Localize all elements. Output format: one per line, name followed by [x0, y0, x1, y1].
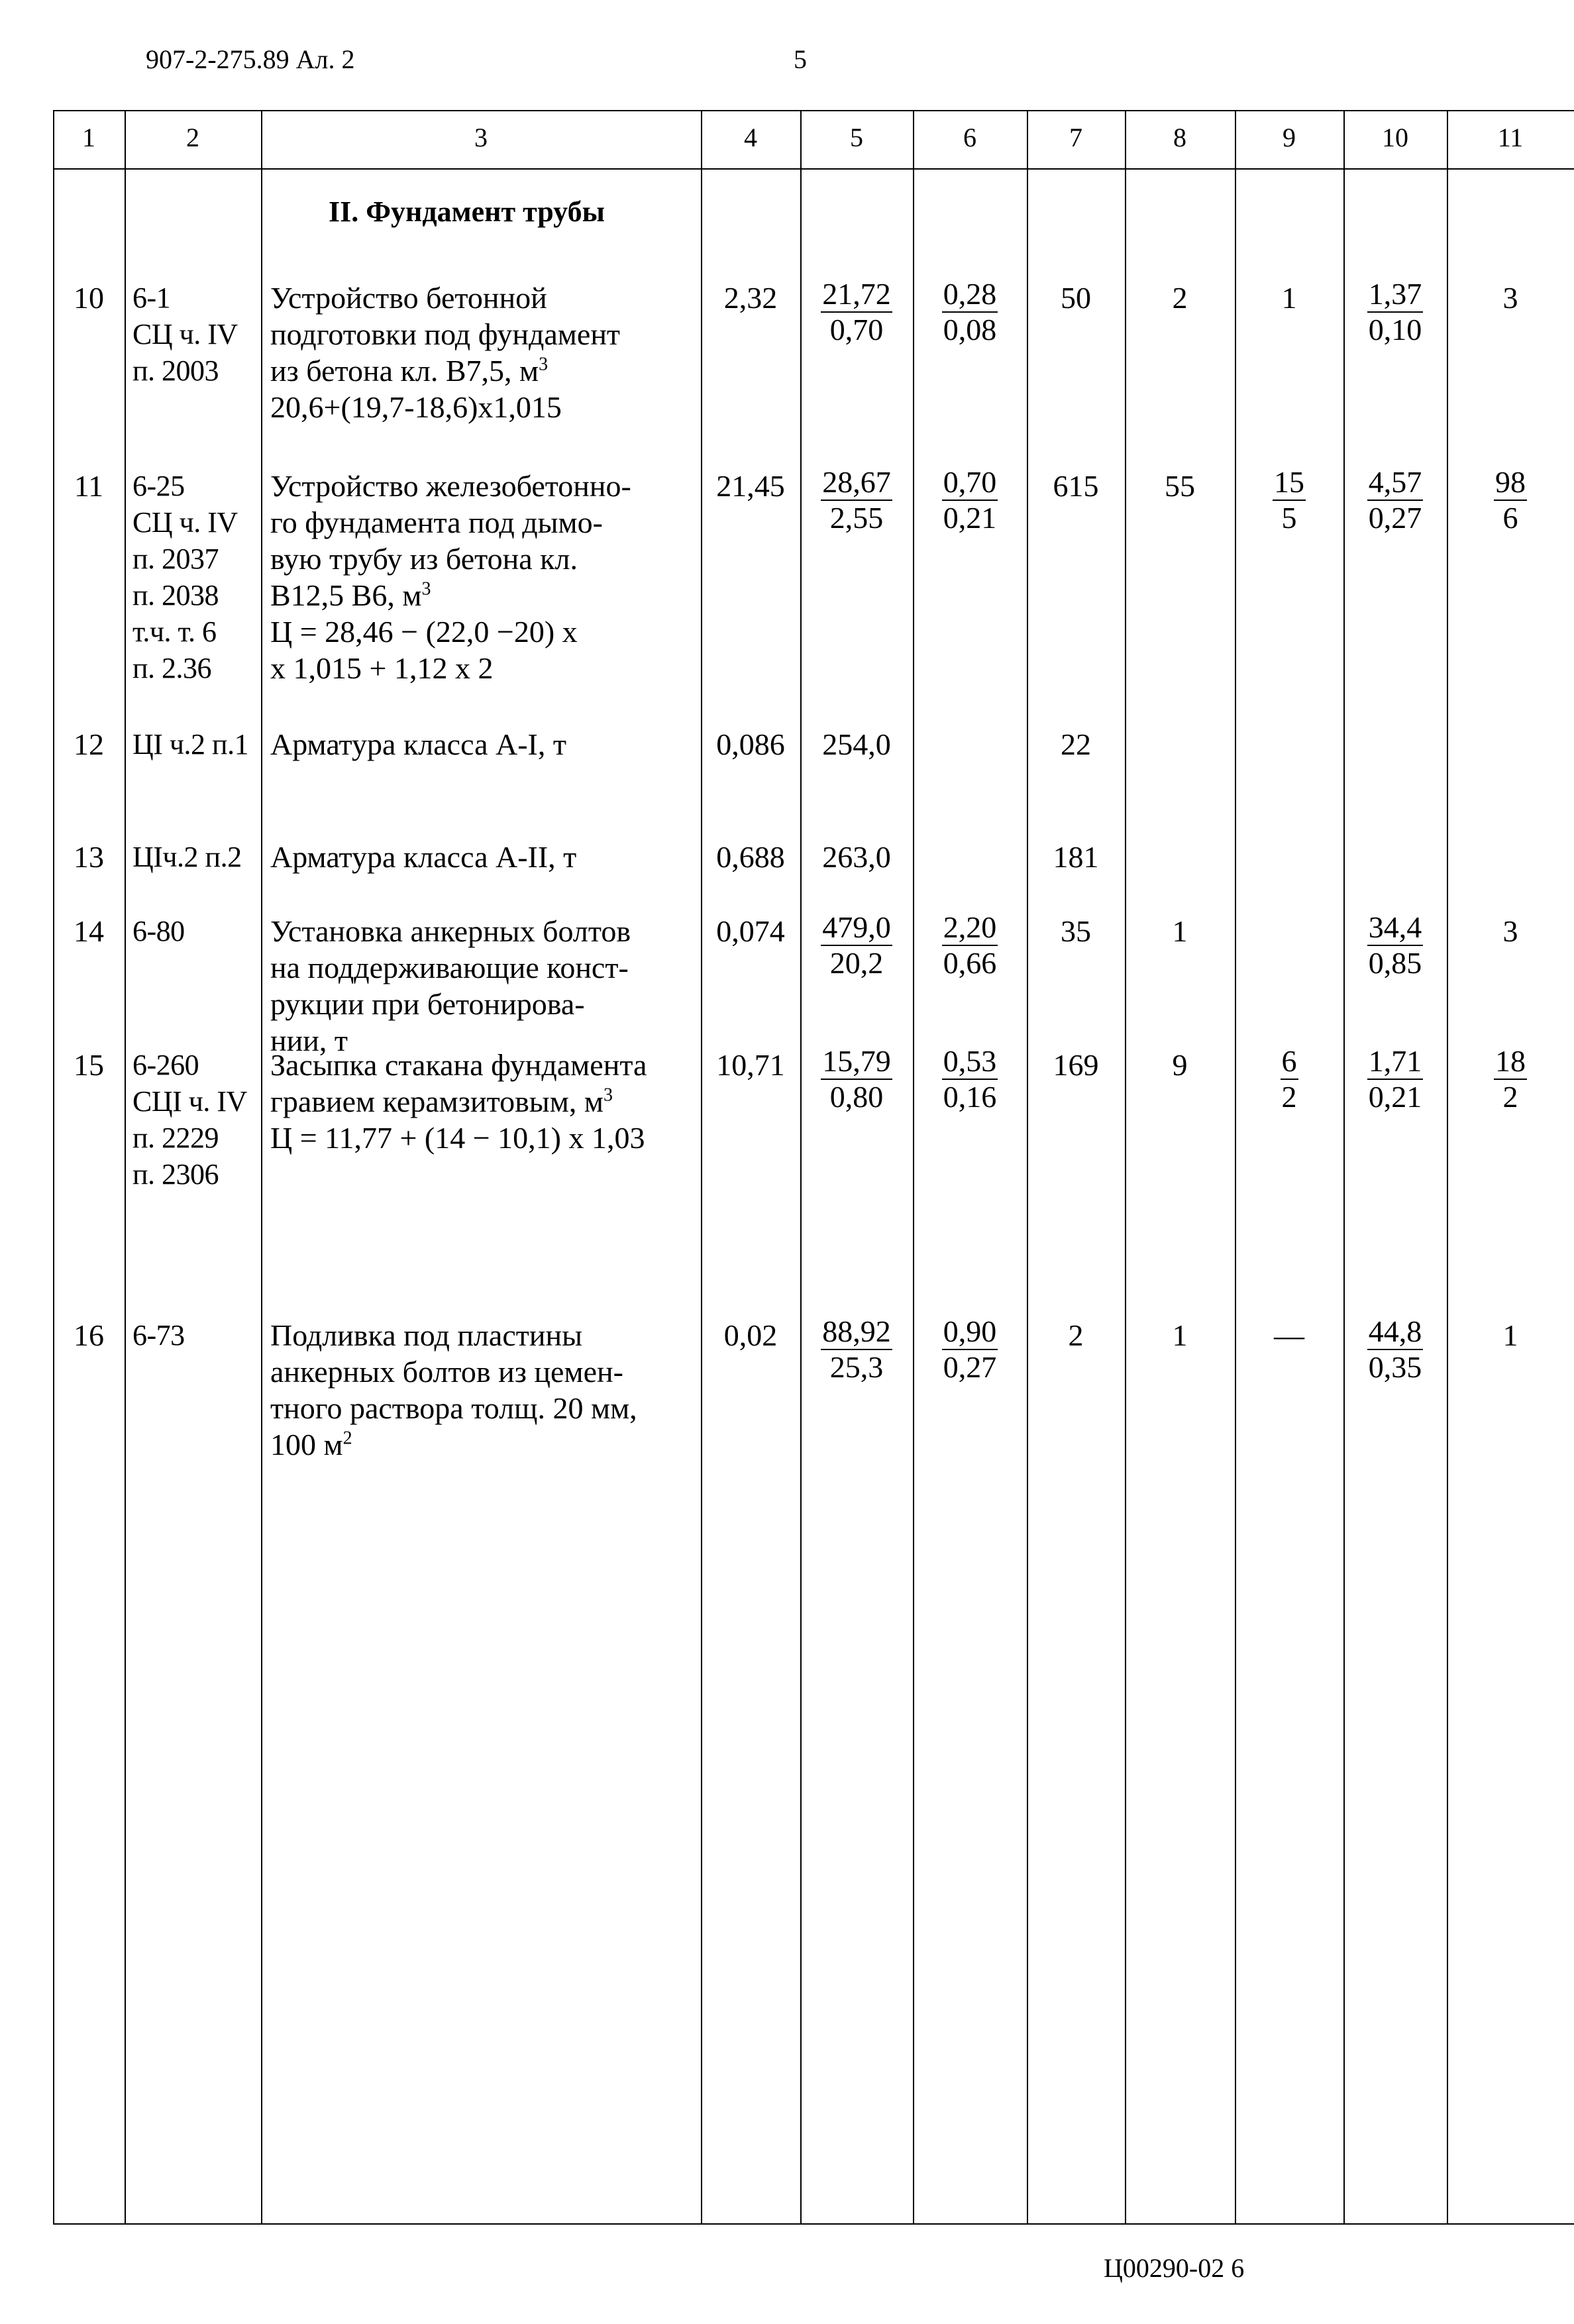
row-description [270, 913, 697, 1059]
fraction-cell [913, 1314, 1027, 1385]
description-text: Устройство бетонной подготовки под фундамент из бетона кл. В7,5, м [270, 281, 621, 388]
rate-code: 6-73 [132, 1319, 185, 1351]
fraction-denominator: 0,27 [1368, 501, 1422, 535]
header-divider [53, 168, 1574, 170]
fraction-denominator: 0,10 [1368, 313, 1422, 346]
fraction-numerator: 98 [1494, 465, 1527, 501]
description-text: Устройство железобетонно- го фундамента под дымо- вую трубу из бетона кл. В12,5 В6, м [270, 469, 631, 612]
page-number: 5 [794, 44, 807, 74]
fraction-cell [800, 277, 913, 347]
value-cell: 9 [1172, 1048, 1188, 1082]
fraction-numerator: 479,0 [821, 910, 892, 946]
fraction-denominator: 0,27 [943, 1350, 997, 1384]
fraction-cell [800, 1044, 913, 1114]
value-cell: 21,45 [716, 469, 785, 503]
column-header: 3 [474, 123, 488, 152]
column-divider [125, 110, 126, 2223]
fraction-numerator: 1,71 [1367, 1044, 1424, 1080]
fraction-denominator: 0,85 [1368, 946, 1422, 980]
rate-code: 6-1 СЦ ч. IV п. 2003 [132, 282, 238, 387]
description-formula: Ц = 28,46 − (22,0 −20) х х 1,015 + 1,12 х 2 [270, 615, 578, 685]
fraction-cell [800, 1314, 913, 1385]
unit-superscript: 3 [603, 1084, 613, 1106]
fraction-denominator: 0,21 [943, 501, 997, 535]
document-code: 907-2-275.89 Ал. 2 [146, 44, 355, 74]
fraction-denominator: 20,2 [829, 946, 884, 980]
footer-code: Ц00290-02 6 [1104, 2253, 1245, 2283]
value-cell: 1 [1502, 1318, 1518, 1352]
row-description [270, 1317, 697, 1463]
row-number: 14 [74, 914, 104, 948]
table-border [53, 110, 1574, 2225]
value-cell: 0,074 [716, 914, 785, 948]
description-formula: Ц = 11,77 + (14 − 10,1) х 1,03 [270, 1121, 645, 1155]
fraction-cell [1235, 465, 1343, 535]
fraction-denominator: 2,55 [829, 501, 884, 535]
column-divider [1027, 110, 1028, 2223]
column-divider [701, 110, 702, 2223]
rate-code: 6-80 [132, 915, 185, 947]
column-divider [1235, 110, 1236, 2223]
fraction-cell [1343, 277, 1447, 347]
fraction-numerator: 88,92 [821, 1314, 892, 1350]
fraction-denominator: 25,3 [829, 1350, 884, 1384]
description-text: Арматура класса А-I, т [270, 727, 566, 761]
fraction-cell [913, 465, 1027, 535]
column-divider [1343, 110, 1345, 2223]
value-cell: 263,0 [822, 840, 891, 874]
fraction-numerator: 4,57 [1367, 465, 1424, 501]
value-cell: 3 [1502, 914, 1518, 948]
value-cell: — [1274, 1318, 1304, 1352]
row-description [270, 468, 697, 686]
fraction-numerator: 21,72 [821, 277, 892, 313]
fraction-denominator: 6 [1502, 501, 1518, 535]
column-header: 9 [1283, 123, 1296, 152]
fraction-denominator: 0,16 [943, 1080, 997, 1114]
column-divider [1125, 110, 1126, 2223]
value-cell: 0,688 [716, 840, 785, 874]
value-cell: 615 [1053, 469, 1099, 503]
fraction-cell [1447, 465, 1574, 535]
row-number: 15 [74, 1048, 104, 1082]
fraction-denominator: 0,21 [1368, 1080, 1422, 1114]
fraction-numerator: 0,28 [942, 277, 998, 313]
estimate-table [53, 110, 1574, 2223]
fraction-cell [800, 910, 913, 980]
fraction-numerator: 6 [1281, 1044, 1298, 1080]
value-cell: 35 [1061, 914, 1091, 948]
fraction-denominator: 0,35 [1368, 1350, 1422, 1384]
fraction-numerator: 18 [1494, 1044, 1527, 1080]
value-cell: 1 [1172, 914, 1188, 948]
column-divider [261, 110, 262, 2223]
fraction-numerator: 1,37 [1367, 277, 1424, 313]
fraction-cell [1343, 1314, 1447, 1385]
row-number: 13 [74, 840, 104, 874]
value-cell: 1 [1281, 281, 1297, 315]
value-cell: 0,086 [716, 727, 785, 761]
row-description [270, 280, 697, 425]
value-cell: 181 [1053, 840, 1099, 874]
fraction-numerator: 15 [1273, 465, 1306, 501]
value-cell: 2 [1172, 281, 1188, 315]
fraction-denominator: 0,70 [829, 313, 884, 346]
rate-code: ЦIч.2 п.2 [132, 841, 242, 873]
fraction-numerator: 15,79 [821, 1044, 892, 1080]
fraction-numerator: 2,20 [942, 910, 998, 946]
row-number: 16 [74, 1318, 104, 1352]
unit-superscript: 3 [421, 578, 431, 600]
row-number: 11 [74, 469, 104, 503]
fraction-cell [1343, 465, 1447, 535]
column-header: 8 [1173, 123, 1186, 152]
value-cell: 10,71 [716, 1048, 785, 1082]
fraction-numerator: 34,4 [1367, 910, 1424, 946]
description-text: Установка анкерных болтов на поддерживающие конст- рукции при бетонирова- нии, т [270, 914, 631, 1057]
fraction-denominator: 2 [1281, 1080, 1297, 1114]
description-formula: 20,6+(19,7-18,6)х1,015 [270, 390, 562, 424]
rate-code: 6-25 СЦ ч. IV п. 2037 п. 2038 т.ч. т. 6 п. 2.36 [132, 470, 238, 684]
column-header: 6 [963, 123, 976, 152]
fraction-denominator: 0,08 [943, 313, 997, 346]
column-header: 11 [1497, 123, 1524, 152]
fraction-denominator: 0,80 [829, 1080, 884, 1114]
row-number: 10 [74, 281, 104, 315]
fraction-cell [1235, 1044, 1343, 1114]
fraction-denominator: 2 [1502, 1080, 1518, 1114]
description-text: Подливка под пластины анкерных болтов из цемен- тного раствора толщ. 20 мм, 100 м [270, 1318, 637, 1461]
column-header: 7 [1069, 123, 1082, 152]
column-header: 5 [850, 123, 863, 152]
value-cell: 50 [1061, 281, 1091, 315]
fraction-cell [913, 1044, 1027, 1114]
value-cell: 2 [1068, 1318, 1084, 1352]
unit-superscript: 2 [342, 1428, 352, 1449]
column-header: 4 [744, 123, 757, 152]
fraction-denominator: 0,66 [943, 946, 997, 980]
column-header: 1 [82, 123, 95, 152]
row-description [270, 1047, 697, 1156]
column-header: 10 [1382, 123, 1408, 152]
rate-code: ЦI ч.2 п.1 [132, 728, 249, 761]
value-cell: 0,02 [723, 1318, 778, 1352]
value-cell: 1 [1172, 1318, 1188, 1352]
fraction-cell [913, 277, 1027, 347]
row-description [270, 839, 697, 875]
description-text: Арматура класса А-II, т [270, 840, 577, 874]
column-divider [913, 110, 914, 2223]
column-divider [800, 110, 802, 2223]
value-cell: 22 [1061, 727, 1091, 761]
column-divider [1447, 110, 1448, 2223]
column-header: 2 [186, 123, 199, 152]
value-cell: 254,0 [822, 727, 891, 761]
value-cell: 55 [1165, 469, 1195, 503]
fraction-cell [1343, 1044, 1447, 1114]
fraction-numerator: 0,53 [942, 1044, 998, 1080]
value-cell: 2,32 [723, 281, 778, 315]
fraction-denominator: 5 [1281, 501, 1297, 535]
rate-code: 6-260 СЦI ч. IV п. 2229 п. 2306 [132, 1049, 247, 1190]
fraction-numerator: 0,90 [942, 1314, 998, 1350]
fraction-numerator: 28,67 [821, 465, 892, 501]
fraction-cell [913, 910, 1027, 980]
value-cell: 169 [1053, 1048, 1099, 1082]
fraction-cell [1343, 910, 1447, 980]
fraction-cell [1447, 1044, 1574, 1114]
unit-superscript: 3 [539, 354, 549, 375]
fraction-cell [800, 465, 913, 535]
section-title: II. Фундамент трубы [329, 195, 605, 228]
row-description [270, 726, 697, 763]
value-cell: 3 [1502, 281, 1518, 315]
fraction-numerator: 0,70 [942, 465, 998, 501]
description-text: Засыпка стакана фундамента гравием керамзитовым, м [270, 1048, 647, 1118]
row-number: 12 [74, 727, 104, 761]
fraction-numerator: 44,8 [1367, 1314, 1424, 1350]
